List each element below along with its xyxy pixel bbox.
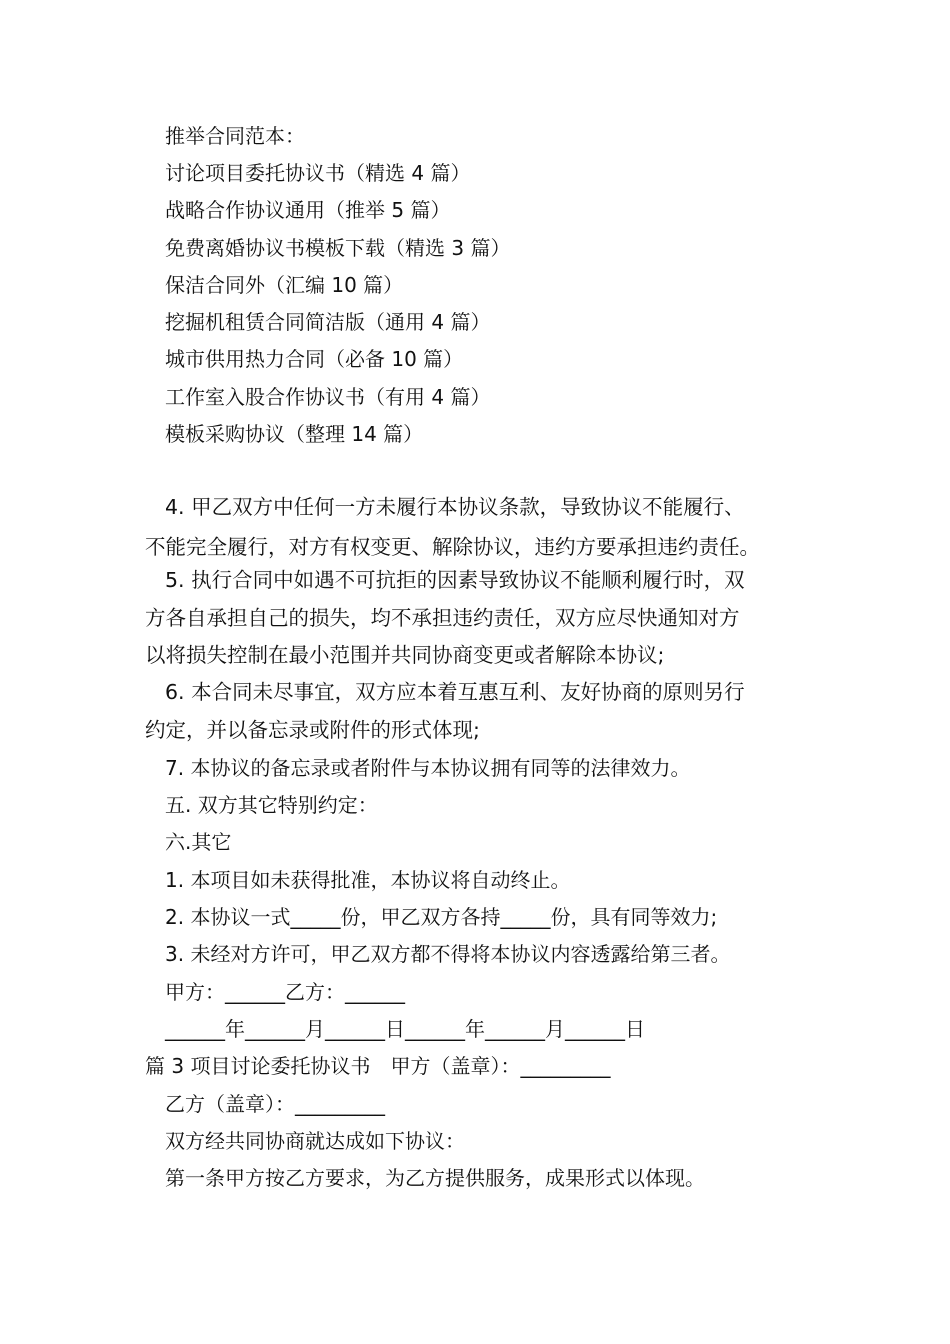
other-item-2: 2. 本协议一式_____份，甲乙双方各持_____份，具有同等效力; [165,905,718,929]
recommend-link-7[interactable]: 工作室入股合作协议书（有用 4 篇） [165,385,491,409]
clause-5-line-2: 方各自承担自己的损失，均不承担违约责任，双方应尽快通知对方 [145,606,740,630]
recommend-link-1[interactable]: 讨论项目委托协议书（精选 4 篇） [165,161,471,185]
other-item-1: 1. 本项目如未获得批准，本协议将自动终止。 [165,868,571,892]
article-3-title: 篇 3 项目讨论委托协议书 甲方（盖章）：_________ [145,1054,611,1078]
date-line: ______年______月______日______年______月______日 [165,1017,645,1041]
recommend-link-5[interactable]: 挖掘机租赁合同简洁版（通用 4 篇） [165,310,491,334]
clause-4-line-2: 不能完全履行，对方有权变更、解除协议，违约方要承担违约责任。 [145,535,760,559]
clause-6-line-1: 6. 本合同未尽事宜，双方应本着互惠互利、友好协商的原则另行 [165,680,745,704]
other-item-3: 3. 未经对方许可，甲乙双方都不得将本协议内容透露给第三者。 [165,942,731,966]
article-1: 第一条甲方按乙方要求，为乙方提供服务，成果形式以体现。 [165,1166,705,1190]
party-b-seal-line: 乙方（盖章）：_________ [165,1092,385,1116]
recommend-link-4[interactable]: 保洁合同外（汇编 10 篇） [165,273,404,297]
clause-7: 7. 本协议的备忘录或者附件与本协议拥有同等的法律效力。 [165,756,691,780]
clause-5-line-1: 5. 执行合同中如遇不可抗拒的因素导致协议不能顺利履行时，双 [165,568,745,592]
recommend-link-3[interactable]: 免费离婚协议书模板下载（精选 3 篇） [165,236,511,260]
recommend-link-8[interactable]: 模板采购协议（整理 14 篇） [165,422,424,446]
recommend-heading: 推举合同范本： [165,124,305,148]
recommend-link-6[interactable]: 城市供用热力合同（必备 10 篇） [165,347,464,371]
clause-6-line-2: 约定，并以备忘录或附件的形式体现; [145,718,480,742]
clause-5-line-3: 以将损失控制在最小范围并共同协商变更或者解除本协议; [145,643,665,667]
recommend-link-2[interactable]: 战略合作协议通用（推举 5 篇） [165,198,451,222]
section-5-heading: 五. 双方其它特别约定： [165,793,378,817]
section-6-heading: 六.其它 [165,830,232,854]
party-signature-line: 甲方：______乙方：______ [165,980,405,1004]
clause-4-line-1: 4. 甲乙双方中任何一方未履行本协议条款，导致协议不能履行、 [165,495,745,519]
agreement-intro: 双方经共同协商就达成如下协议： [165,1129,465,1153]
